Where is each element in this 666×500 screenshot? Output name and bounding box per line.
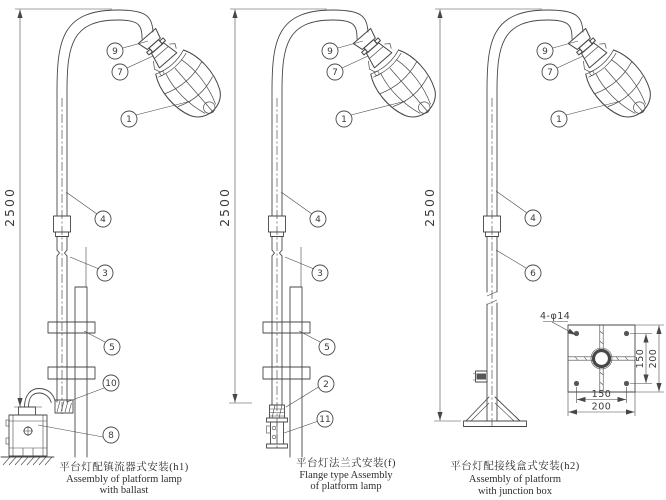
callout-7 [112, 56, 153, 80]
center-pipe-hole [591, 348, 612, 369]
callout-5 [299, 331, 335, 355]
callout-5 [84, 331, 120, 355]
caption-chinese: 平台灯配接线盒式安装(h2) [450, 461, 580, 472]
callout-9 [107, 41, 148, 59]
pole-and-lamp [54, 10, 233, 250]
callout-number: 6 [530, 269, 536, 279]
callout-number: 5 [324, 343, 330, 353]
platform-bracket-structure [48, 247, 95, 457]
callout-number: 1 [341, 115, 347, 125]
callout-7 [542, 56, 583, 80]
ground-hatch [1, 457, 54, 465]
callout-number: 4 [315, 215, 321, 225]
assembly-flange [217, 9, 447, 492]
dim-200-vertical: 200 [648, 348, 659, 369]
callout-number: 7 [547, 68, 553, 78]
callout-number: 1 [556, 115, 562, 125]
caption-english-1: Flange type Assembly [299, 470, 393, 481]
junction-box-fitting [473, 371, 487, 382]
callout-number: 2 [323, 380, 329, 390]
callout-number: 5 [109, 343, 115, 353]
height-dimension-label: 2500 [422, 187, 437, 227]
callout-number: 4 [100, 215, 106, 225]
dim-150-horizontal: 150 [591, 389, 612, 400]
caption-chinese: 平台灯法兰式安装(f) [296, 458, 396, 469]
dim-200-horizontal: 200 [591, 401, 612, 413]
caption-english-2: with junction box [477, 486, 553, 497]
caption-english-1: Assembly of platform lamp [66, 474, 182, 485]
pole-and-lamp [484, 10, 663, 250]
callout-9 [322, 41, 363, 59]
callout-number: 3 [317, 269, 323, 279]
callout-number: 8 [108, 431, 114, 441]
caption-english-2: with ballast [99, 485, 149, 496]
caption-chinese: 平台灯配镇流器式安装(h1) [59, 462, 189, 473]
callout-11 [284, 411, 333, 433]
caption-english-2: of platform lamp [310, 481, 382, 492]
bolt-holes [574, 331, 629, 386]
callout-number: 7 [332, 68, 338, 78]
callout-8 [38, 425, 119, 443]
caption-junction-box [450, 459, 580, 497]
pedestal-base [464, 397, 527, 427]
height-dimension-label: 2500 [2, 187, 17, 227]
ballast-unit [1, 389, 73, 466]
dim-150-vertical: 150 [635, 348, 646, 369]
height-dimension-label: 2500 [217, 187, 232, 227]
callout-number: 10 [105, 379, 117, 389]
height-dimension [422, 9, 542, 421]
caption-english-1: Assembly of platform [468, 474, 562, 485]
caption-ballast [59, 460, 189, 496]
pole-and-lamp [269, 10, 448, 250]
callout-1 [121, 101, 191, 127]
callout-3 [285, 257, 328, 281]
callout-1 [551, 101, 621, 127]
callout-4 [66, 192, 111, 227]
callout-number: 3 [102, 269, 108, 279]
callout-4 [496, 191, 541, 226]
caption-flange [296, 456, 396, 492]
assembly-ballast [1, 9, 232, 496]
callout-7 [327, 56, 368, 80]
callout-number: 9 [112, 47, 118, 57]
hole-label: 4-φ14 [540, 311, 571, 322]
callout-number: 9 [327, 47, 333, 57]
hole-callout [540, 311, 576, 335]
callout-number: 11 [319, 415, 331, 425]
callout-2 [286, 376, 334, 407]
callout-6 [496, 250, 541, 281]
callout-number: 9 [542, 47, 548, 57]
callout-9 [537, 41, 578, 59]
callout-3 [70, 257, 113, 281]
callout-1 [336, 101, 406, 127]
base-plate-detail [540, 311, 664, 416]
callout-4 [281, 192, 326, 227]
callout-number: 1 [126, 115, 132, 125]
callout-number: 4 [530, 214, 536, 224]
assembly-junction-box [422, 9, 662, 497]
callout-number: 7 [117, 68, 123, 78]
